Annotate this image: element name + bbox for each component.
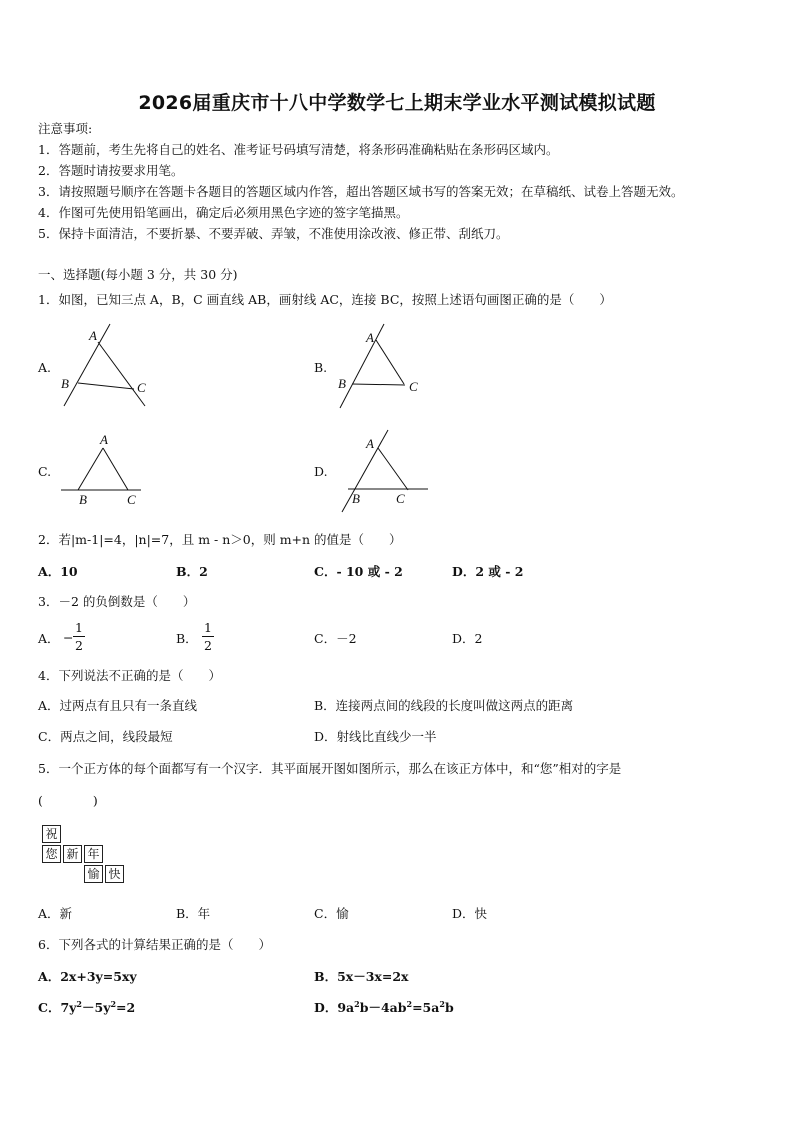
q1a-point-c: C — [137, 380, 146, 395]
q3-option-b-label: B． — [176, 631, 198, 646]
q2-option-d: D．2 或 - 2 — [452, 564, 524, 579]
question-3-stem: 3．－2 的负倒数是（ ） — [38, 594, 196, 609]
q1-option-d-label: D. — [314, 464, 328, 479]
question-5-stem: 5．一个正方体的每个面都写有一个汉字．其平面展开图如图所示，那么在该正方体中，和“您”相对的字是 — [38, 761, 622, 776]
q1c-point-c: C — [127, 492, 136, 507]
notice-heading: 注意事项: — [38, 121, 93, 136]
net-cell-yu: 愉 — [84, 865, 103, 883]
q3-option-a-label: A． — [38, 631, 60, 646]
notice-item-2: 2．答题时请按要求用笔。 — [38, 163, 184, 178]
q1a-point-b: B — [61, 376, 69, 391]
net-cell-nian: 年 — [84, 845, 103, 863]
q6-option-d: D．$9a^2b-4ab^2=5a^2b$ — [314, 998, 454, 1015]
page-title: 2026届重庆市十八中学数学七上期末学业水平测试模拟试题 — [138, 92, 656, 114]
q2-option-a: A．10 — [38, 564, 78, 579]
question-5-paren: ( ) — [38, 793, 98, 808]
q3-option-a-fraction — [73, 620, 85, 653]
q6-option-c: C．$7y^2-5y^2=2$ — [38, 998, 136, 1015]
q1c-point-b: B — [79, 492, 87, 507]
q3-option-b-fraction — [202, 620, 214, 653]
q1-figure-b — [332, 322, 432, 412]
q3-a-denominator: 2 — [75, 638, 83, 653]
q4-option-c: C．两点之间，线段最短 — [38, 729, 173, 744]
q5-option-d: D．快 — [452, 906, 488, 921]
notice-item-3: 3．请按照题号顺序在答题卡各题目的答题区域内作答，超出答题区域书写的答案无效；在草稿纸、试卷上答题无效。 — [38, 184, 684, 199]
q1-option-b-label: B. — [314, 360, 328, 375]
q3-option-a-sign: − — [63, 630, 74, 645]
q3-option-d: D．2 — [452, 631, 483, 646]
q1b-point-c: C — [409, 379, 418, 394]
q1a-point-a: A — [89, 328, 97, 343]
q3-a-numerator: 1 — [75, 620, 83, 635]
question-4-stem: 4．下列说法不正确的是（ ） — [38, 668, 221, 683]
question-6-stem: 6．下列各式的计算结果正确的是（ ） — [38, 937, 271, 952]
q1d-point-c: C — [396, 491, 405, 506]
net-cell-xin: 新 — [63, 845, 82, 863]
q4-option-d: D．射线比直线少一半 — [314, 729, 437, 744]
notice-item-4: 4．作图可先使用铅笔画出，确定后必须用黑色字迹的签字笔描黑。 — [38, 205, 409, 220]
q1c-point-a: A — [100, 432, 108, 447]
q1-option-c-label: C. — [38, 464, 52, 479]
net-cell-zhu: 祝 — [42, 825, 61, 843]
q4-option-b: B．连接两点间的线段的长度叫做这两点的距离 — [314, 698, 574, 713]
q1d-point-a: A — [366, 436, 374, 451]
q1-figure-d — [332, 428, 442, 518]
section-heading: 一、选择题(每小题 3 分，共 30 分) — [38, 267, 238, 282]
q5-option-a: A．新 — [38, 906, 73, 921]
notice-item-5: 5．保持卡面清洁，不要折暴、不要弄破、弄皱，不准使用涂改液、修正带、刮纸刀。 — [38, 226, 509, 241]
q3-option-c: C．－2 — [314, 631, 357, 646]
q2-option-b: B．2 — [176, 564, 208, 579]
net-cell-nin: 您 — [42, 845, 61, 863]
q6-option-b: B．5x－3x=2x — [314, 969, 409, 984]
net-cell-kuai: 快 — [105, 865, 124, 883]
q1-figure-a — [55, 320, 155, 410]
q1b-point-a: A — [366, 330, 374, 345]
question-1-stem: 1．如图，已知三点 A，B，C 画直线 AB，画射线 AC，连接 BC，按照上述语句画图正确的是（ ） — [38, 292, 612, 307]
q3-b-numerator: 1 — [204, 620, 212, 635]
q6-option-a: A．2x+3y=5xy — [38, 969, 137, 984]
q1-figure-c — [55, 430, 155, 510]
q3-b-denominator: 2 — [204, 638, 212, 653]
notice-item-1: 1．答题前，考生先将自己的姓名、准考证号码填写清楚，将条形码准确粘贴在条形码区域内。 — [38, 142, 559, 157]
q5-option-b: B．年 — [176, 906, 211, 921]
q1-option-a-label: A. — [38, 360, 52, 375]
q4-option-a: A．过两点有且只有一条直线 — [38, 698, 198, 713]
q2-option-c: C．- 10 或 - 2 — [314, 564, 403, 579]
q5-option-c: C．愉 — [314, 906, 349, 921]
q1d-point-b: B — [352, 491, 360, 506]
q1b-point-b: B — [338, 376, 346, 391]
question-2-stem: 2．若|m-1|=4，|n|=7，且 m - n＞0，则 m+n 的值是（ ） — [38, 532, 402, 547]
